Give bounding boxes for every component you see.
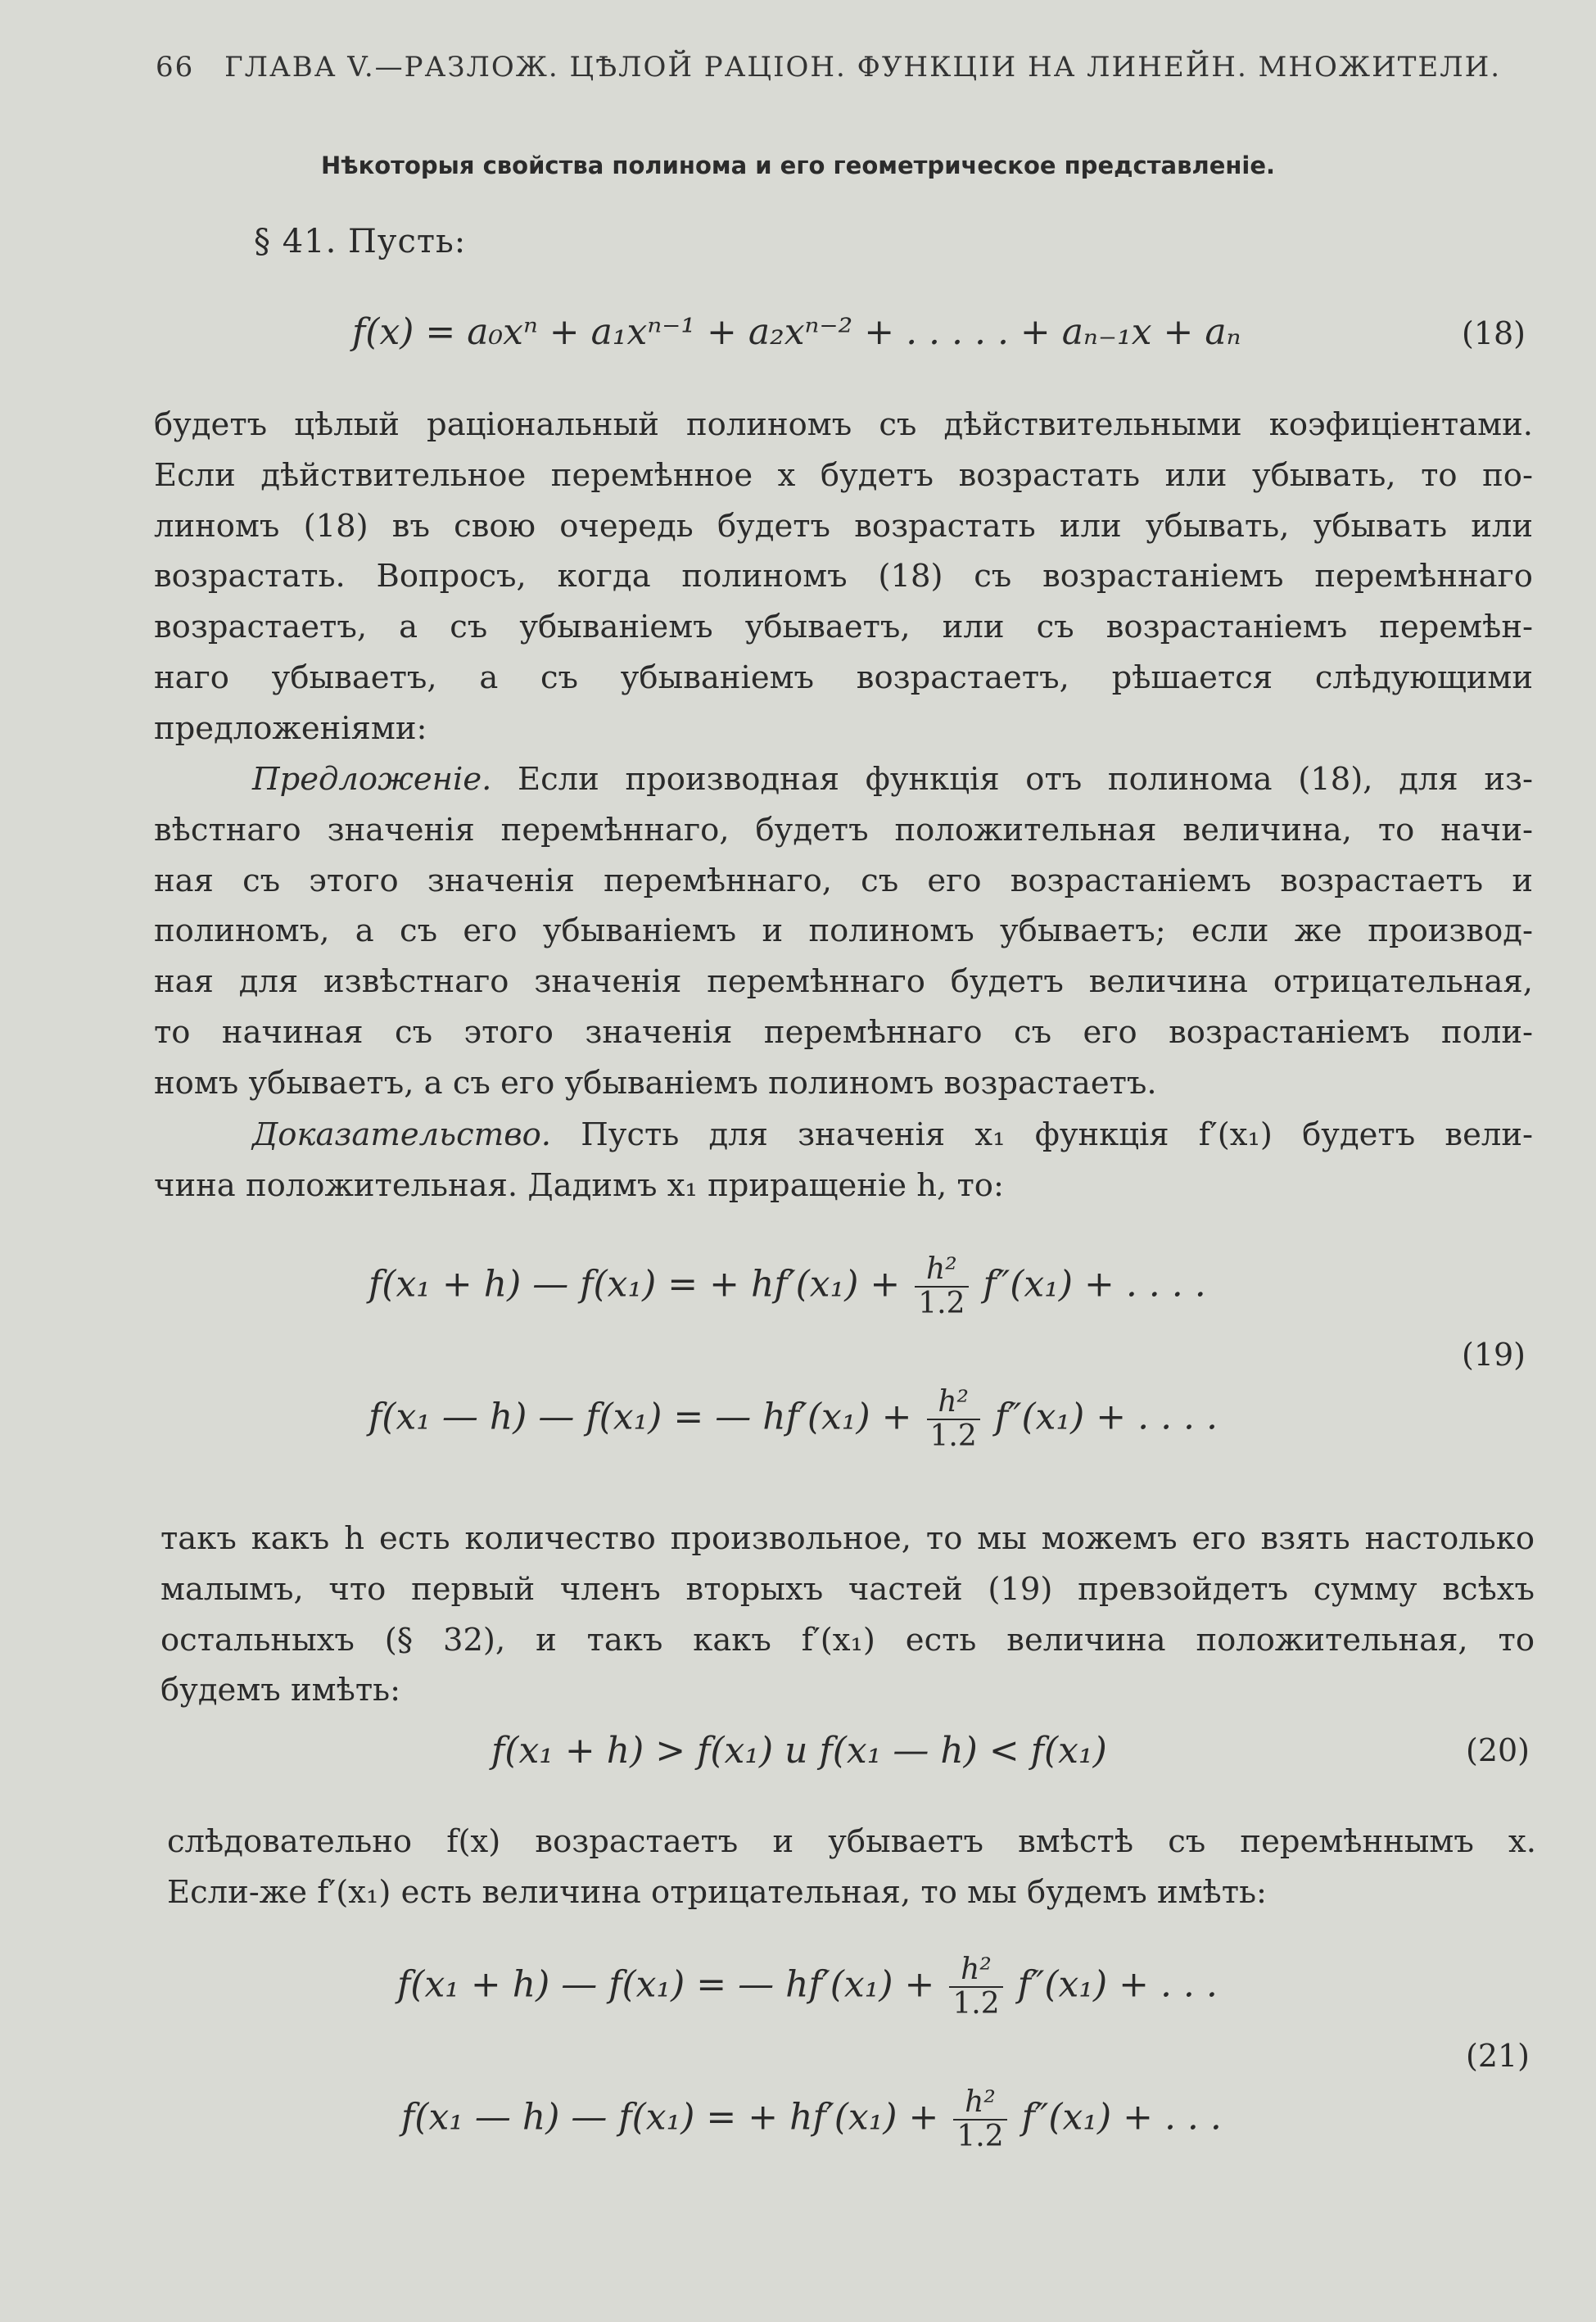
equation-20: f(x₁ + h) > f(x₁) и f(x₁ — h) < f(x₁) xyxy=(491,1730,1107,1772)
text-line: то начиная съ этого значенія перемѣннаго съ его возрастаніемъ поли- xyxy=(154,1013,1533,1051)
text-line xyxy=(154,754,1533,805)
text-span: Если производная функція отъ полинома (18), для из- xyxy=(491,761,1533,798)
text-line: остальныхъ (§ 32), и такъ какъ f′(x₁) есть величина положительная, то xyxy=(161,1621,1535,1659)
fraction-numerator: h² xyxy=(953,2086,1006,2121)
fraction xyxy=(915,1253,968,1320)
text-line: такъ какъ h есть количество произвольное, то мы можемъ его взять настолько xyxy=(161,1520,1535,1557)
paragraph-4 xyxy=(161,1514,1535,1716)
fraction xyxy=(953,2086,1006,2153)
equation-21-line-1 xyxy=(397,1953,1218,2021)
eq-left: f(x₁ — h) — f(x₁) = + hf′(x₁) + xyxy=(401,2096,951,2139)
equation-21-line-2 xyxy=(401,2086,1222,2153)
eq-right: f″(x₁) + . . . . xyxy=(971,1263,1206,1306)
equation-19-line-1 xyxy=(368,1253,1206,1320)
proposition-lead: Предложеніе. xyxy=(252,761,492,798)
fraction-denominator: 1.2 xyxy=(929,1419,977,1453)
running-header xyxy=(156,51,1501,84)
paragraph-1 xyxy=(154,400,1533,754)
running-title: ГЛАВА V.—РАЗЛОЖ. ЦѢЛОЙ РАЦІОН. ФУНКЦІИ НА ЛИНЕЙН. МНОЖИТЕЛИ. xyxy=(224,51,1502,84)
fraction-denominator: 1.2 xyxy=(956,2120,1004,2153)
paragraph-proof xyxy=(154,1110,1533,1211)
equation-number-20: (20) xyxy=(1466,1732,1530,1768)
text-line: ная съ этого значенія перемѣннаго, съ его возрастаніемъ возрастаетъ и xyxy=(154,862,1533,899)
page-number: 66 xyxy=(156,51,195,84)
section-heading: § 41. Пусть: xyxy=(254,223,467,260)
text-line: чина положительная. Дадимъ x₁ приращеніе h, то: xyxy=(154,1166,1004,1204)
text-line: слѣдовательно f(x) возрастаетъ и убываетъ вмѣстѣ съ перемѣннымъ x. xyxy=(167,1823,1536,1860)
fraction xyxy=(927,1386,980,1453)
paragraph-5 xyxy=(167,1817,1536,1918)
text-line: возрастаетъ, а съ убываніемъ убываетъ, или съ возрастаніемъ перемѣн- xyxy=(154,609,1533,646)
fraction-denominator: 1.2 xyxy=(952,1987,1000,2021)
fraction-numerator: h² xyxy=(915,1253,968,1288)
text-span: Пусть для значенія x₁ функція f′(x₁) будетъ вели- xyxy=(551,1116,1533,1153)
text-line: Если дѣйствительное перемѣнное x будетъ возрастать или убывать, то по- xyxy=(154,456,1533,494)
eq-left: f(x₁ + h) — f(x₁) = — hf′(x₁) + xyxy=(397,1963,947,2006)
text-line: вѣстнаго значенія перемѣннаго, будетъ положительная величина, то начи- xyxy=(154,811,1533,849)
eq-right: f″(x₁) + . . . . xyxy=(983,1396,1218,1438)
text-line: линомъ (18) въ свою очередь будетъ возрастать или убывать, убывать или xyxy=(154,507,1533,545)
text-line: Если-же f′(x₁) есть величина отрицательная, то мы будемъ имѣть: xyxy=(167,1873,1268,1911)
text-line: предложеніями: xyxy=(154,709,427,747)
text-line: будемъ имѣть: xyxy=(161,1672,401,1709)
text-line xyxy=(154,1110,1533,1161)
equation-number-21: (21) xyxy=(1466,2038,1530,2074)
eq-left: f(x₁ + h) — f(x₁) = + hf′(x₁) + xyxy=(368,1263,912,1306)
text-line: наго убываетъ, а съ убываніемъ возрастаетъ, рѣшается слѣдующими xyxy=(154,659,1533,696)
text-line: ная для извѣстнаго значенія перемѣннаго будетъ величина отрицательная, xyxy=(154,963,1533,1001)
equation-number-18: (18) xyxy=(1462,315,1526,351)
equation-19-line-2 xyxy=(368,1386,1218,1453)
eq-right: f″(x₁) + . . . xyxy=(1006,1963,1218,2006)
proof-lead: Доказательство. xyxy=(252,1116,552,1153)
fraction-numerator: h² xyxy=(949,1953,1002,1988)
eq-left: f(x₁ — h) — f(x₁) = — hf′(x₁) + xyxy=(368,1396,924,1438)
text-line: номъ убываетъ, а съ его убываніемъ полиномъ возрастаетъ. xyxy=(154,1064,1157,1102)
fraction xyxy=(949,1953,1002,2021)
fraction-denominator: 1.2 xyxy=(918,1287,965,1320)
text-line: возрастать. Вопросъ, когда полиномъ (18) съ возрастаніемъ перемѣннаго xyxy=(154,558,1533,595)
paragraph-proposition xyxy=(154,754,1533,1109)
fraction-numerator: h² xyxy=(927,1386,980,1420)
section-subtitle: Нѣкоторыя свойства полинома и его геометрическое представленіе. xyxy=(320,152,1276,179)
equation-number-19: (19) xyxy=(1462,1337,1526,1373)
eq-right: f″(x₁) + . . . xyxy=(1010,2096,1222,2139)
equation-18: f(x) = a₀xⁿ + a₁xⁿ⁻¹ + a₂xⁿ⁻² + . . . . . + aₙ₋₁x + aₙ xyxy=(352,311,1241,353)
text-line: будетъ цѣлый раціональный полиномъ съ дѣйствительными коэфиціентами. xyxy=(154,406,1533,443)
text-line: малымъ, что первый членъ вторыхъ частей (19) превзойдетъ сумму всѣхъ xyxy=(161,1570,1535,1608)
text-line: полиномъ, а съ его убываніемъ и полиномъ убываетъ; если же производ- xyxy=(154,912,1533,950)
